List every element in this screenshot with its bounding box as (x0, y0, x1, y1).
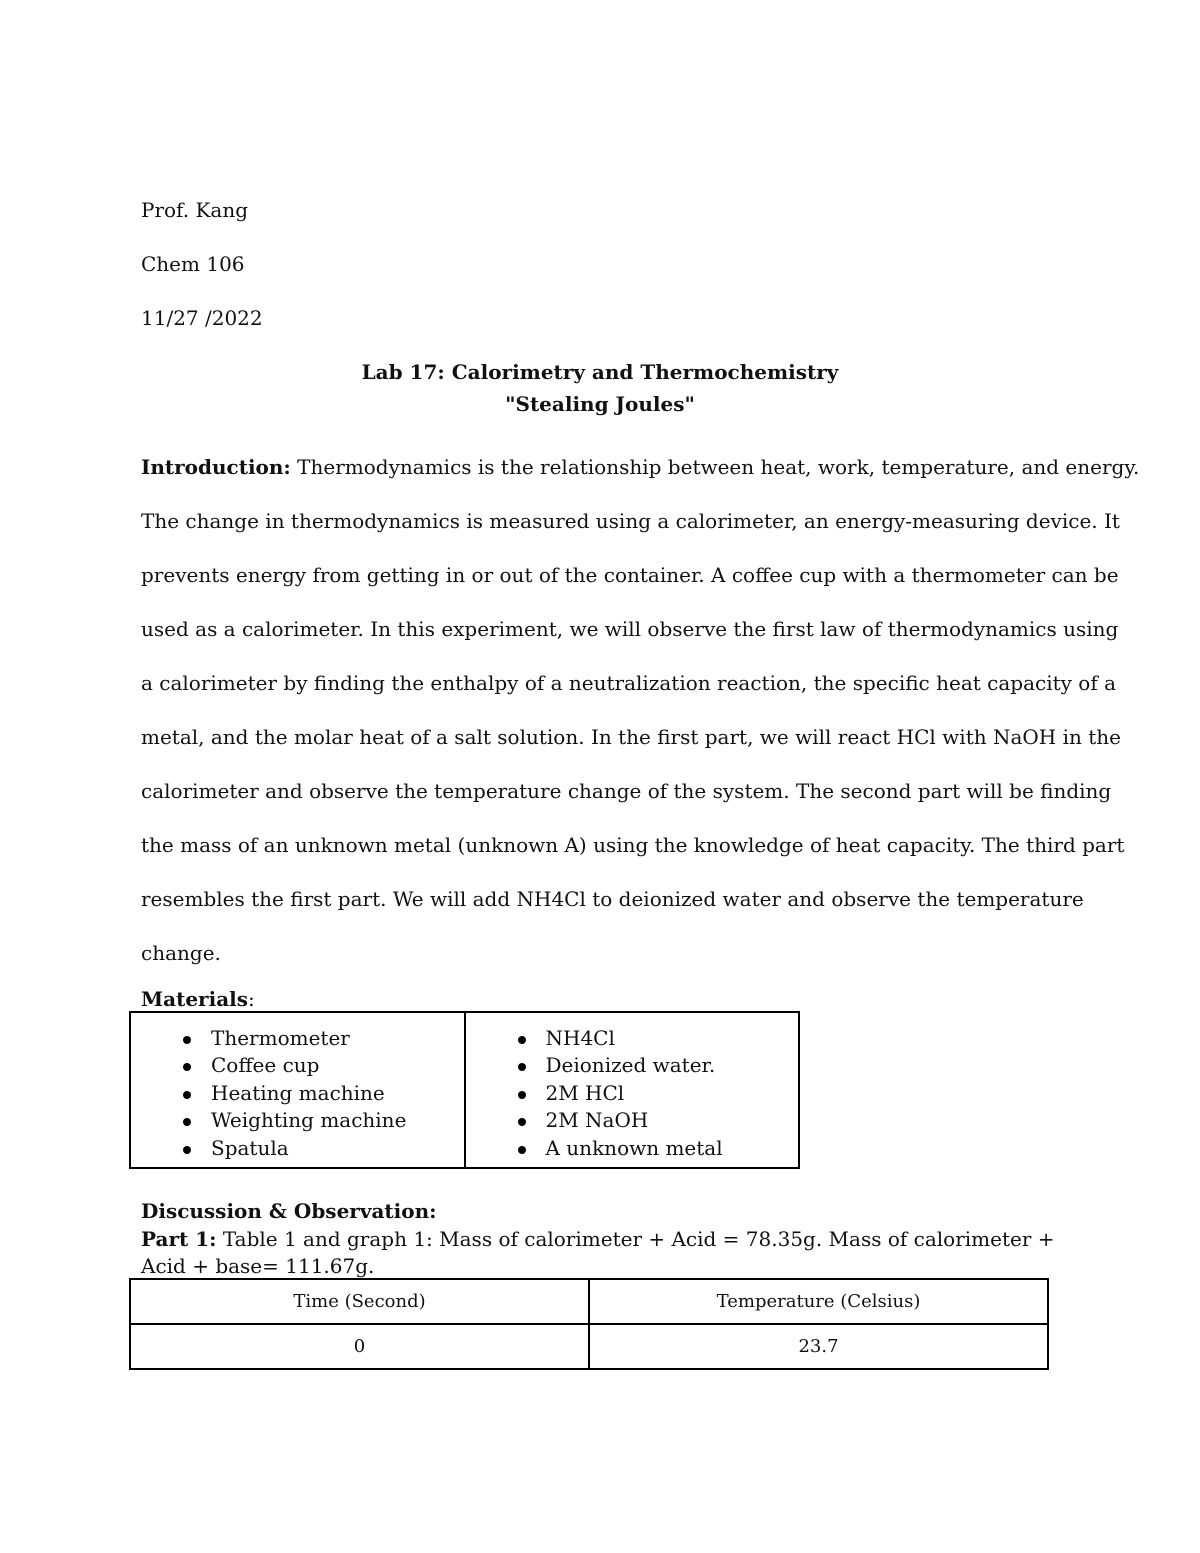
materials-right-column (466, 1013, 799, 1167)
intro-line: used as a calorimeter. In this experiment, we will observe the first law of thermodynamics using (141, 617, 1119, 641)
table-header-cell: Temperature (Celsius) (589, 1279, 1048, 1324)
list-item: 2M NaOH (466, 1107, 799, 1134)
introduction-paragraph (141, 440, 1140, 980)
list-item: NH4Cl (466, 1025, 799, 1052)
introduction-label: Introduction: (141, 455, 291, 479)
intro-line: metal, and the molar heat of a salt solution. In the first part, we will react HCl with NaOH in the (141, 725, 1121, 749)
intro-line: resembles the first part. We will add NH4Cl to deionized water and observe the temperature (141, 887, 1084, 911)
discussion-heading: Discussion & Observation: (141, 1199, 437, 1223)
materials-heading: Materials: (141, 987, 255, 1011)
bullet-icon (183, 1091, 191, 1099)
bullet-icon (518, 1036, 526, 1044)
bullet-icon (518, 1091, 526, 1099)
intro-line: a calorimeter by finding the enthalpy of a neutralization reaction, the specific heat capacity of a (141, 671, 1117, 695)
bullet-icon (183, 1063, 191, 1071)
intro-line: the mass of an unknown metal (unknown A) using the knowledge of heat capacity. The third part (141, 833, 1125, 857)
intro-line: prevents energy from getting in or out of the container. A coffee cup with a thermometer can be (141, 563, 1119, 587)
bullet-icon (183, 1118, 191, 1126)
professor-name: Prof. Kang (141, 198, 249, 222)
lab-title: Lab 17: Calorimetry and Thermochemistry (361, 360, 839, 384)
bullet-icon (518, 1146, 526, 1154)
table-cell: 23.7 (589, 1324, 1048, 1369)
table-cell: 0 (130, 1324, 589, 1369)
report-date: 11/27 /2022 (141, 306, 263, 330)
bullet-icon (518, 1118, 526, 1126)
lab-subtitle: "Stealing Joules" (505, 392, 695, 416)
course-name: Chem 106 (141, 252, 245, 276)
intro-line: change. (141, 941, 221, 965)
list-item: A unknown metal (466, 1135, 799, 1162)
bullet-icon (518, 1063, 526, 1071)
part1-paragraph: Part 1: Table 1 and graph 1: Mass of calorimeter + Acid = 78.35g. Mass of calorimeter + Acid + base= 111.67g. (141, 1227, 1055, 1278)
table-header-cell: Time (Second) (130, 1279, 589, 1324)
table-header-row (130, 1279, 1048, 1324)
data-table-1 (129, 1278, 1049, 1370)
list-item: 2M HCl (466, 1080, 799, 1107)
part1-label: Part 1: (141, 1227, 217, 1251)
list-item: Thermometer (131, 1025, 464, 1052)
list-item: Weighting machine (131, 1107, 464, 1134)
materials-left-column (131, 1013, 466, 1167)
intro-line: The change in thermodynamics is measured using a calorimeter, an energy-measuring device. It (141, 509, 1120, 533)
table-row (130, 1324, 1048, 1369)
intro-line: calorimeter and observe the temperature change of the system. The second part will be finding (141, 779, 1112, 803)
list-item: Coffee cup (131, 1052, 464, 1079)
bullet-icon (183, 1146, 191, 1154)
bullet-icon (183, 1036, 191, 1044)
list-item: Deionized water. (466, 1052, 799, 1079)
intro-line: Introduction: Thermodynamics is the relationship between heat, work, temperature, and energy. (141, 455, 1140, 479)
list-item: Spatula (131, 1135, 464, 1162)
list-item: Heating machine (131, 1080, 464, 1107)
materials-table (129, 1011, 800, 1169)
